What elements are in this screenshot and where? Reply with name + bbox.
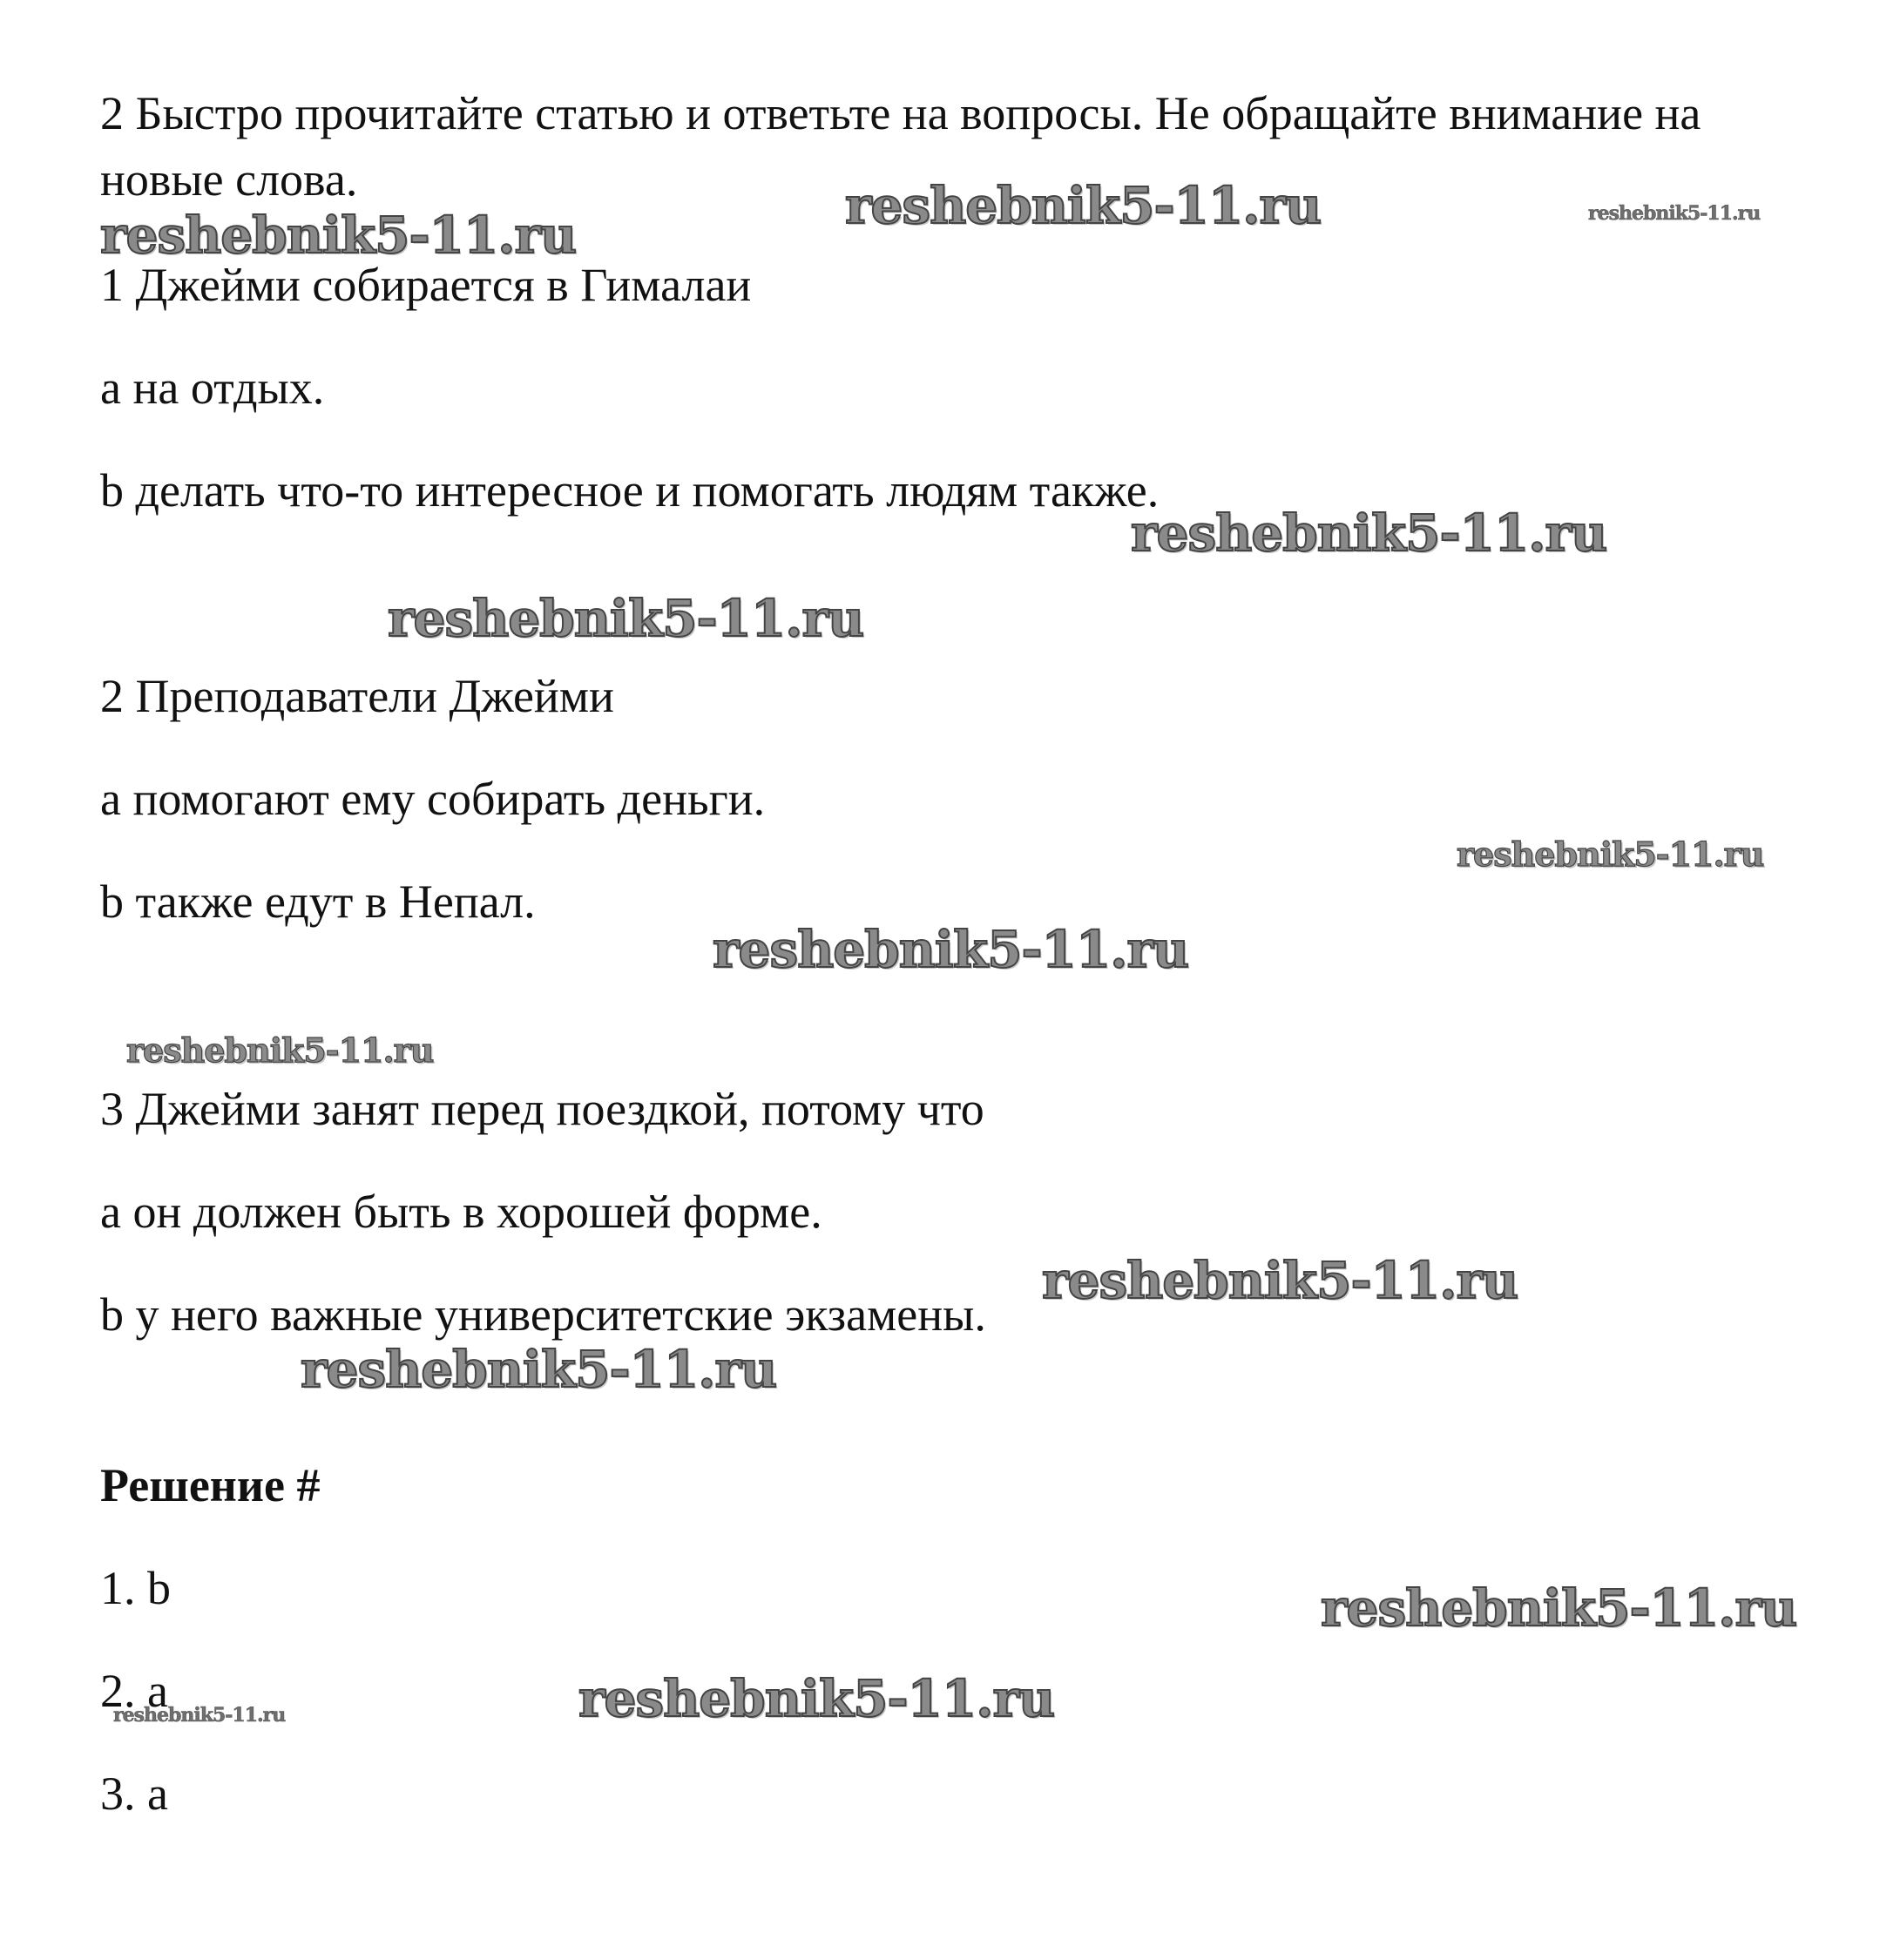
question-1-option-b: b делать что-то интересное и помогать людям также. xyxy=(100,464,1160,517)
watermark: reshebnik5-11.ru xyxy=(845,176,1322,235)
watermark: reshebnik5-11.ru xyxy=(126,1031,434,1070)
watermark: reshebnik5-11.ru xyxy=(1042,1251,1518,1310)
watermark: reshebnik5-11.ru xyxy=(1321,1578,1797,1638)
question-2-option-b: b также едут в Непал. xyxy=(100,875,536,928)
watermark: reshebnik5-11.ru xyxy=(1131,504,1607,563)
watermark: reshebnik5-11.ru xyxy=(113,1704,286,1727)
watermark: reshebnik5-11.ru xyxy=(578,1669,1055,1728)
question-1-stem: 1 Джейми собирается в Гималаи xyxy=(100,259,752,311)
solution-answer-3: 3. a xyxy=(100,1767,168,1820)
watermark: reshebnik5-11.ru xyxy=(301,1340,777,1399)
question-3-option-b: b у него важные университетские экзамены. xyxy=(100,1288,986,1341)
watermark: reshebnik5-11.ru xyxy=(100,206,577,265)
watermark: reshebnik5-11.ru xyxy=(1588,202,1761,225)
solution-answer-2: 2. a xyxy=(100,1665,168,1717)
solution-answer-1: 1. b xyxy=(100,1562,171,1614)
task-instruction: 2 Быстро прочитайте статью и ответьте на вопросы. Не обращайте внимание на новые слова. xyxy=(100,87,1701,206)
question-3-option-a: a он должен быть в хорошей форме. xyxy=(100,1186,822,1238)
watermark: reshebnik5-11.ru xyxy=(388,589,864,648)
question-1-option-a: a на отдых. xyxy=(100,362,325,414)
solution-heading: Решение # xyxy=(100,1459,321,1511)
watermark: reshebnik5-11.ru xyxy=(1457,835,1764,874)
question-2-stem: 2 Преподаватели Джейми xyxy=(100,670,614,722)
watermark: reshebnik5-11.ru xyxy=(713,920,1189,979)
question-3-stem: 3 Джейми занят перед поездкой, потому что xyxy=(100,1083,984,1135)
question-2-option-a: a помогают ему собирать деньги. xyxy=(100,773,766,825)
